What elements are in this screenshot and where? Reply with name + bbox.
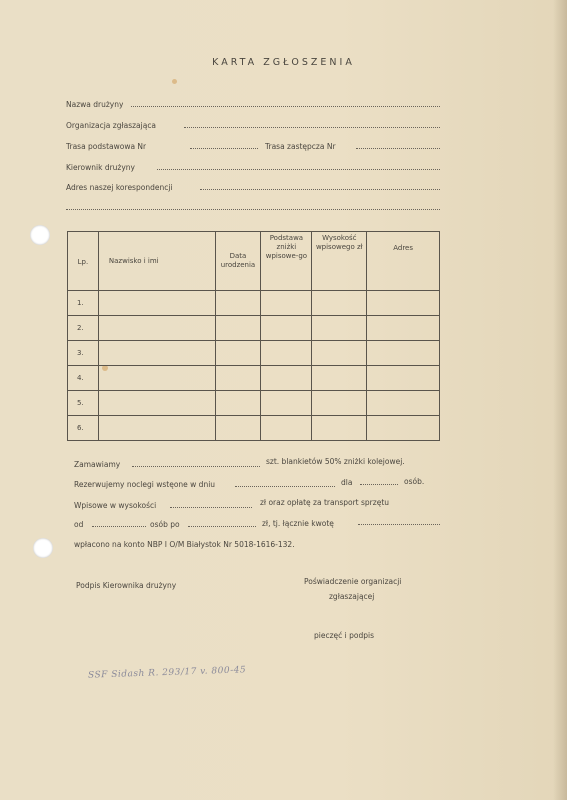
form-title: KARTA ZGŁOSZENIA [212, 57, 355, 68]
address-input-line-2[interactable] [66, 209, 440, 210]
table-row[interactable] [68, 291, 440, 316]
cell-fee[interactable] [312, 316, 367, 341]
transport-price-input-line[interactable] [188, 526, 256, 527]
cell-birth[interactable] [215, 316, 261, 341]
lodging-persons-label: osób. [404, 477, 425, 486]
row-number: 5. [68, 391, 99, 416]
stamp-signature-label: pieczęć i podpis [314, 631, 374, 640]
from-label: od [74, 520, 84, 529]
cell-address[interactable] [367, 391, 440, 416]
cell-birth[interactable] [215, 416, 261, 441]
cell-fee[interactable] [312, 416, 367, 441]
page-edge [553, 0, 567, 800]
team-name-input-line[interactable] [131, 106, 440, 107]
cell-address[interactable] [367, 341, 440, 366]
field-label-route-main: Trasa podstawowa Nr [66, 142, 147, 151]
participants-table [67, 231, 440, 441]
fee-amount-input-line[interactable] [170, 507, 252, 508]
cell-fee[interactable] [312, 366, 367, 391]
order-label: Zamawiamy [74, 460, 121, 469]
persons-each-label: osób po [150, 520, 180, 529]
cell-basis[interactable] [261, 416, 312, 441]
table-row[interactable] [68, 391, 440, 416]
punch-hole-bottom [33, 538, 53, 558]
lodging-persons-input-line[interactable] [360, 484, 398, 485]
route-alt-input-line[interactable] [356, 148, 440, 149]
cell-address[interactable] [367, 416, 440, 441]
row-number: 6. [68, 416, 99, 441]
cell-fee[interactable] [312, 291, 367, 316]
cell-birth[interactable] [215, 366, 261, 391]
cell-name[interactable] [98, 391, 215, 416]
fee-transport-text: zł oraz opłatę za transport sprzętu [260, 498, 390, 507]
cell-birth[interactable] [215, 341, 261, 366]
org-certification-label: Poświadczenie organizacji [304, 577, 402, 586]
field-label-leader: Kierownik drużyny [66, 163, 135, 172]
stain-mark [172, 79, 177, 84]
cell-name[interactable] [98, 316, 215, 341]
route-main-input-line[interactable] [190, 148, 258, 149]
cell-address[interactable] [367, 366, 440, 391]
cell-name[interactable] [98, 341, 215, 366]
transport-persons-input-line[interactable] [92, 526, 146, 527]
row-number: 4. [68, 366, 99, 391]
table-row[interactable] [68, 341, 440, 366]
cell-basis[interactable] [261, 291, 312, 316]
cell-name[interactable] [98, 416, 215, 441]
cell-address[interactable] [367, 291, 440, 316]
cell-basis[interactable] [261, 366, 312, 391]
table-row[interactable] [68, 416, 440, 441]
lodging-date-input-line[interactable] [235, 486, 335, 487]
field-label-organization: Organizacja zgłaszająca [66, 121, 157, 130]
cell-basis[interactable] [261, 316, 312, 341]
cell-birth[interactable] [215, 291, 261, 316]
field-label-address: Adres naszej korespondencji [66, 183, 173, 192]
row-number: 1. [68, 291, 99, 316]
cell-fee[interactable] [312, 391, 367, 416]
handwritten-reference-note: SSF Sidash R. 293/17 v. 800-45 [87, 665, 247, 681]
col-header-basis: Podstawa zniżki wpisowe-go [261, 232, 312, 291]
cell-name[interactable] [98, 291, 215, 316]
table-row[interactable] [68, 366, 440, 391]
organization-input-line[interactable] [184, 127, 440, 128]
blanks-count-input-line[interactable] [132, 466, 260, 467]
cell-basis[interactable] [261, 341, 312, 366]
field-label-team-name: Nazwa drużyny [66, 100, 124, 109]
cell-basis[interactable] [261, 391, 312, 416]
total-amount-input-line[interactable] [358, 524, 440, 525]
leader-input-line[interactable] [157, 169, 440, 170]
cell-fee[interactable] [312, 341, 367, 366]
cell-birth[interactable] [215, 391, 261, 416]
lodging-label: Rezerwujemy noclegi wstęone w dniu [74, 480, 216, 489]
table-header-row [68, 232, 440, 291]
total-label: zł, tj. łącznie kwotę [262, 519, 334, 528]
fee-label: Wpisowe w wysokości [74, 501, 157, 510]
col-header-lp: Lp. [68, 232, 99, 291]
cell-name[interactable] [98, 366, 215, 391]
table-row[interactable] [68, 316, 440, 341]
payment-account-text: wpłacono na konto NBP I O/M Białystok Nr 5018-1616-132. [74, 540, 295, 549]
org-certification-label-2: zgłaszającej [329, 592, 375, 601]
col-header-address: Adres [367, 232, 440, 291]
field-label-route-alt: Trasa zastępcza Nr [265, 142, 336, 151]
col-header-fee: Wysokość wpisowego zł [312, 232, 367, 291]
leader-signature-label: Podpis Kierownika drużyny [76, 581, 177, 590]
row-number: 3. [68, 341, 99, 366]
row-number: 2. [68, 316, 99, 341]
col-header-name: Nazwisko i imi [98, 232, 215, 291]
address-input-line[interactable] [200, 189, 440, 190]
col-header-birth: Data urodzenia [215, 232, 261, 291]
punch-hole-top [30, 225, 50, 245]
cell-address[interactable] [367, 316, 440, 341]
order-blanks-text: szt. blankietów 50% zniżki kolejowej. [266, 457, 405, 466]
lodging-for-label: dla [341, 478, 353, 487]
